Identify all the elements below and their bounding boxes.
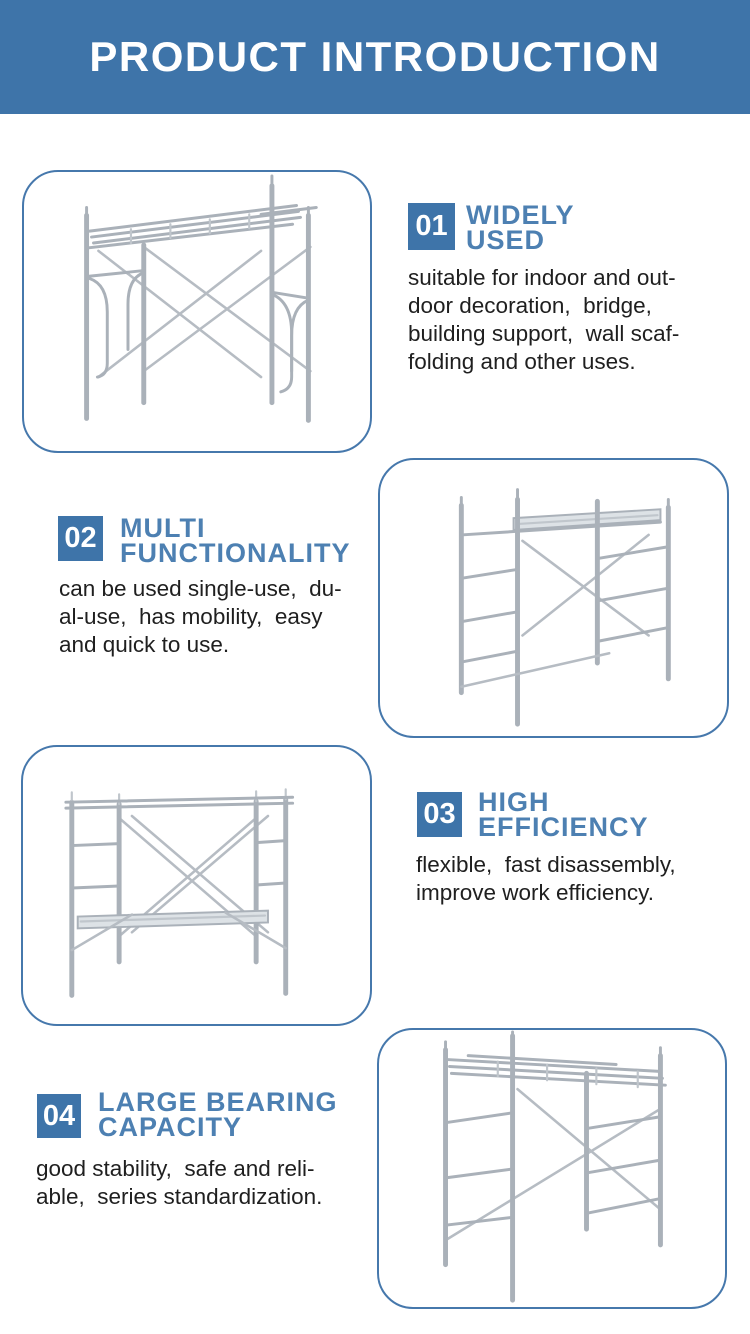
section-3-title-line-2: EFFICIENCY (478, 812, 649, 842)
section-2-title (120, 513, 351, 568)
section-1-body-line: folding and other uses. (408, 349, 636, 374)
product-image-card-3 (21, 745, 372, 1026)
section-2-title-line-1: MULTI (120, 513, 206, 543)
section-1-number-badge (408, 203, 455, 250)
section-3-title (478, 787, 649, 842)
section-4-title (98, 1087, 338, 1142)
section-3-body-line: flexible, fast disassembly, (416, 852, 676, 877)
scaffold-photo-1 (24, 172, 370, 451)
product-image-card-2 (378, 458, 729, 738)
product-image-card-4 (377, 1028, 727, 1309)
scaffold-photo-4 (379, 1030, 725, 1307)
section-3-number-badge (417, 792, 462, 837)
product-image-card-1 (22, 170, 372, 453)
section-2-body-line: can be used single-use, du- (59, 576, 342, 601)
section-1-body-line: door decoration, bridge, (408, 293, 652, 318)
section-3-title-line-1: HIGH (478, 787, 550, 817)
section-2-description (59, 575, 342, 659)
section-1-description (408, 264, 679, 376)
section-1-body-line: suitable for indoor and out- (408, 265, 676, 290)
section-1-body-line: building support, wall scaf- (408, 321, 680, 346)
section-2-number-badge (58, 516, 103, 561)
section-2-title-line-2: FUNCTIONALITY (120, 538, 351, 568)
section-4-title-line-1: LARGE BEARING (98, 1087, 338, 1117)
section-4-number: 04 (42, 1099, 76, 1132)
section-4-description (36, 1155, 322, 1211)
header-banner (0, 0, 750, 114)
section-1-number: 01 (415, 210, 448, 242)
section-3-description (416, 851, 676, 907)
section-4-number-badge (37, 1094, 81, 1138)
section-4-body-line: able, series standardization. (36, 1184, 323, 1209)
section-2-body-line: al-use, has mobility, easy (59, 604, 323, 629)
section-4-title-line-2: CAPACITY (98, 1112, 243, 1142)
section-1-title-line-1: WIDELY (466, 200, 575, 230)
page-title: PRODUCT INTRODUCTION (89, 33, 661, 80)
scaffold-photo-3 (23, 747, 370, 1024)
section-2-number: 02 (64, 522, 97, 554)
section-1-title-line-2: USED (466, 225, 546, 255)
scaffold-photo-2 (380, 460, 727, 736)
section-1-title (466, 200, 575, 255)
section-3-number: 03 (423, 798, 456, 830)
section-2-body-line: and quick to use. (59, 632, 230, 657)
section-3-body-line: improve work efficiency. (416, 880, 654, 905)
section-4-body-line: good stability, safe and reli- (36, 1156, 315, 1181)
